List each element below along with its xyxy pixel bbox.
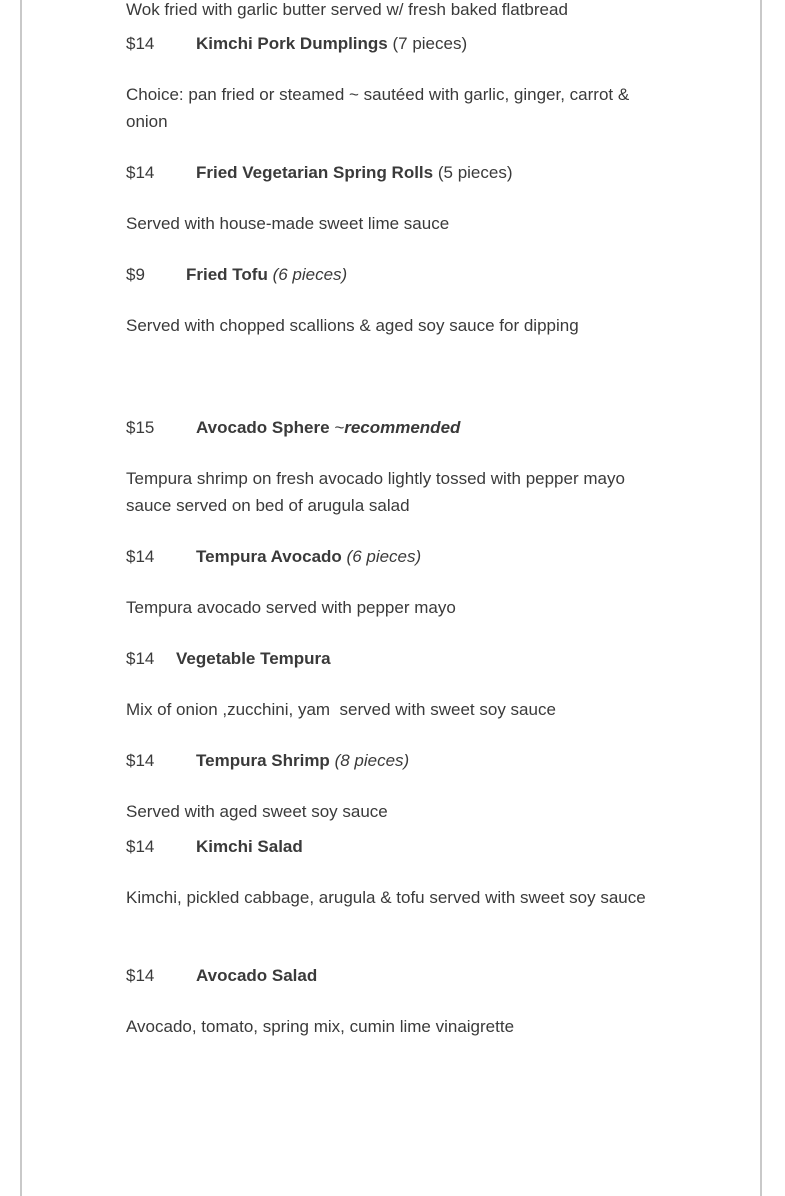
item-description: Tempura avocado served with pepper mayo [126, 598, 456, 617]
item-price: $14 [126, 163, 155, 182]
item-name: Avocado Salad [196, 966, 318, 985]
item-description: Choice: pan fried or steamed ~ sautéed with garlic, ginger, carrot & onion [126, 85, 630, 131]
item-note: (8 pieces) [334, 751, 410, 770]
item-name: Kimchi Pork Dumplings [196, 34, 388, 53]
menu-item-tempura-shrimp [126, 747, 409, 774]
item-note: (6 pieces) [272, 265, 348, 284]
item-name: Vegetable Tempura [176, 649, 331, 668]
item-name: Tempura Shrimp [196, 751, 330, 770]
item-name: Kimchi Salad [196, 837, 303, 856]
item-note: (5 pieces) [437, 163, 513, 182]
menu-item-fried-vegetarian-spring-rolls [126, 159, 513, 186]
item-price: $14 [126, 837, 155, 856]
menu-item-avocado-salad [126, 962, 317, 989]
item-description: Tempura shrimp on fresh avocado lightly tossed with pepper mayo sauce served on bed of arugula salad [126, 469, 625, 515]
menu-item-avocado-sphere [126, 414, 460, 441]
item-description: Kimchi, pickled cabbage, arugula & tofu served with sweet soy sauce [126, 888, 646, 907]
menu-item-vegetable-tempura [126, 645, 331, 672]
item-name: Fried Vegetarian Spring Rolls [196, 163, 434, 182]
menu-item-tempura-avocado [126, 543, 421, 570]
item-price: $14 [126, 547, 155, 566]
item-description: Wok fried with garlic butter served w/ fresh baked flatbread [126, 0, 568, 19]
item-description: Served with aged sweet soy sauce [126, 802, 388, 821]
item-description: Served with house-made sweet lime sauce [126, 214, 450, 233]
item-note-prefix: ~ [334, 418, 345, 437]
item-price: $14 [126, 751, 155, 770]
item-note: (6 pieces) [346, 547, 422, 566]
item-price: $14 [126, 649, 155, 668]
item-price: $15 [126, 418, 155, 437]
item-price: $14 [126, 34, 155, 53]
item-description: Avocado, tomato, spring mix, cumin lime vinaigrette [126, 1017, 515, 1036]
menu-item-kimchi-salad [126, 833, 303, 860]
recommended-label: recommended [344, 418, 461, 437]
item-description: Mix of onion ,zucchini, yam served with sweet soy sauce [126, 700, 556, 719]
item-price: $9 [126, 265, 145, 284]
item-price: $14 [126, 966, 155, 985]
item-name: Tempura Avocado [196, 547, 342, 566]
item-name: Avocado Sphere [196, 418, 330, 437]
item-note: (7 pieces) [392, 34, 468, 53]
menu-item-kimchi-pork-dumplings [126, 30, 467, 57]
menu-item-fried-tofu [126, 261, 347, 288]
item-name: Fried Tofu [186, 265, 268, 284]
item-description: Served with chopped scallions & aged soy sauce for dipping [126, 316, 579, 335]
